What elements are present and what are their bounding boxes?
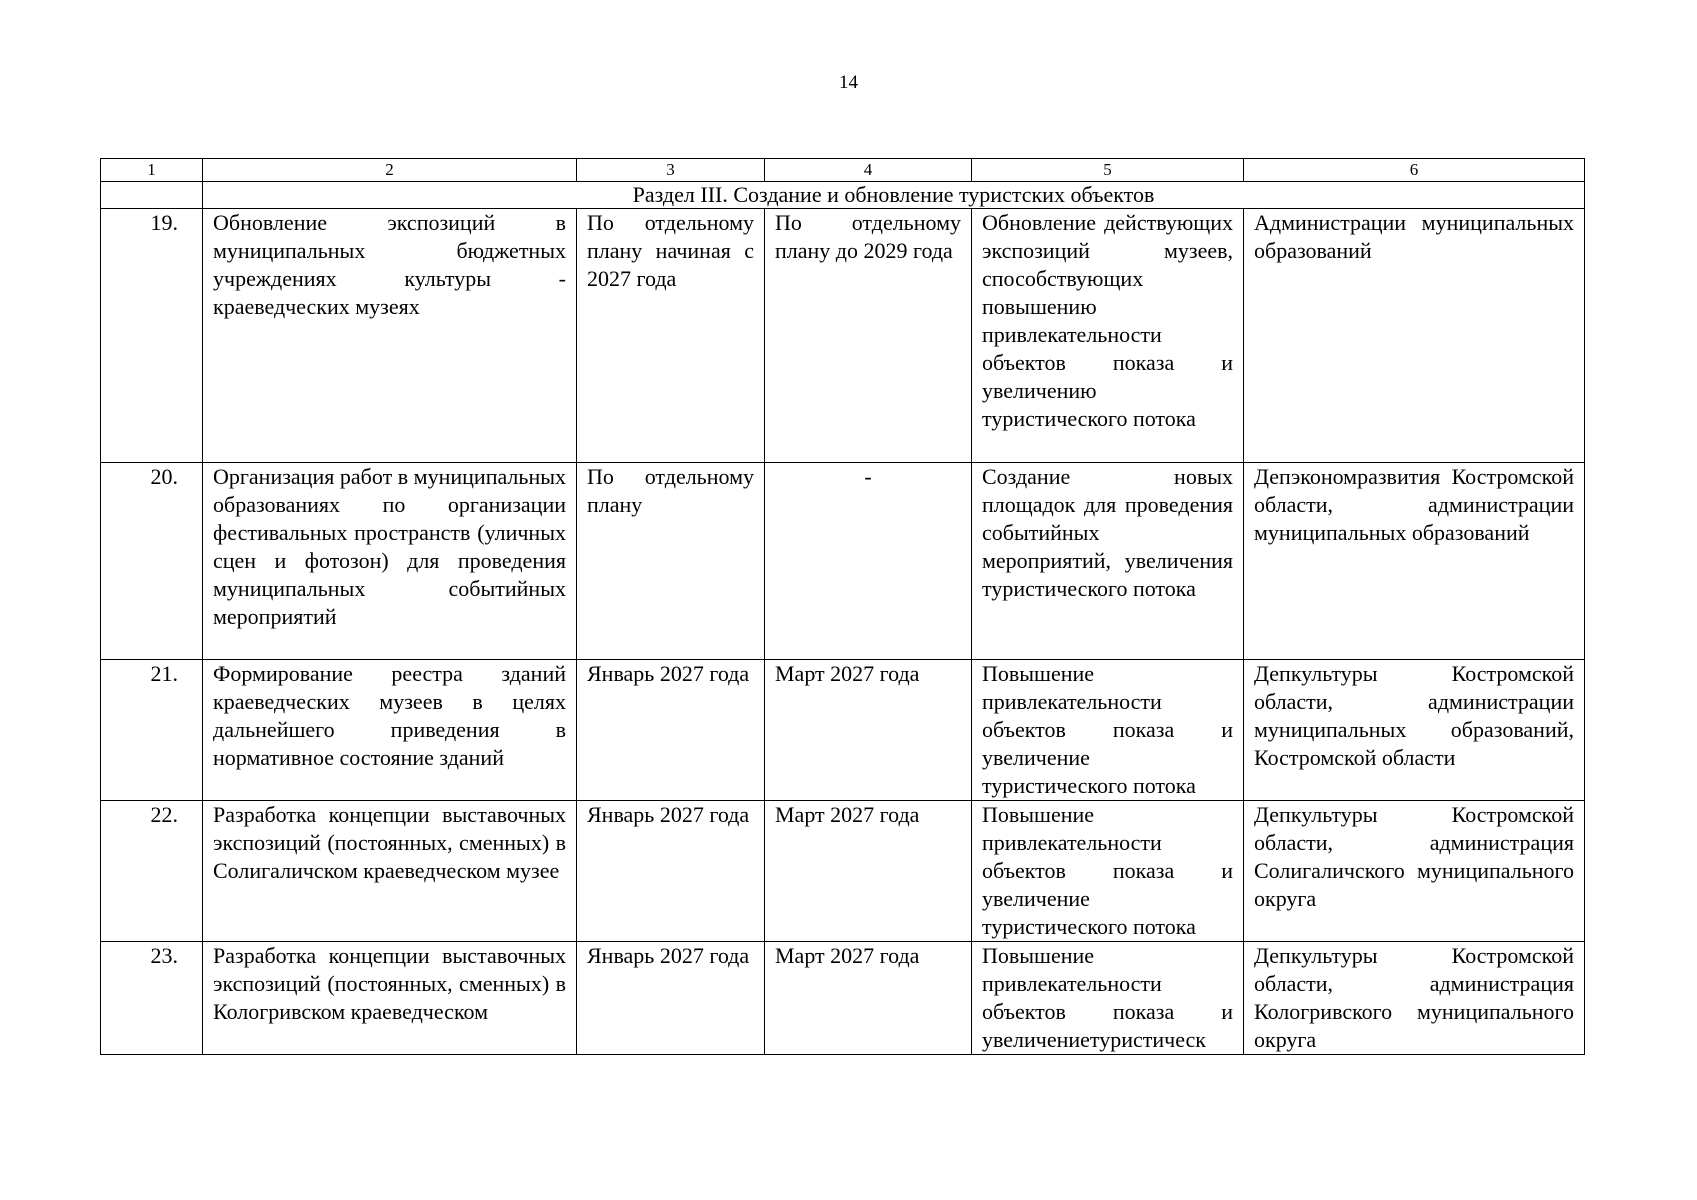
start-date-cell: Январь 2027 года — [577, 660, 765, 801]
result-cell: Создание новых площадок для проведения событийных мероприятий, увеличения туристического потока — [972, 463, 1244, 660]
row-number: 20. — [101, 463, 203, 660]
result-cell: Повышение привлекательности объектов показа и увеличение туристического потока — [972, 660, 1244, 801]
action-cell: Разработка концепции выставочных экспозиций (постоянных, сменных) в Солигаличском краеведческом музее — [203, 801, 577, 942]
table-row — [101, 660, 1585, 801]
start-date-cell: По отдельному плану начиная с 2027 года — [577, 209, 765, 463]
column-number: 5 — [972, 159, 1244, 182]
start-date-cell: Январь 2027 года — [577, 801, 765, 942]
end-date-text: Март 2027 года — [775, 943, 920, 968]
end-date-cell: По отдельному плану до 2029 года — [765, 209, 972, 463]
column-number: 4 — [765, 159, 972, 182]
table-row — [101, 209, 1585, 463]
action-cell: Организация работ в муниципальных образованиях по организации фестивальных пространств (уличных сцен и фотозон) для проведения муниципальных событийных мероприятий — [203, 463, 577, 660]
responsible-cell: Депкультуры Костромской области, администрация Солигаличского муниципального округа — [1244, 801, 1585, 942]
table-row — [101, 942, 1585, 1055]
end-date-cell — [765, 942, 972, 1055]
column-number: 3 — [577, 159, 765, 182]
action-text: Разработка концепции выставочных экспозиций (постоянных, сменных) в Кологривском краеведческом — [213, 943, 566, 1024]
responsible-cell: Депэкономразвития Костромской области, администрации муниципальных образований — [1244, 463, 1585, 660]
table-row — [101, 463, 1585, 660]
result-cell — [972, 942, 1244, 1055]
result-cell: Повышение привлекательности объектов показа и увеличение туристического потока — [972, 801, 1244, 942]
table-row — [101, 801, 1585, 942]
column-number-row — [101, 159, 1585, 182]
start-date-cell — [577, 942, 765, 1055]
page-number: 14 — [839, 72, 858, 93]
end-date-cell: Март 2027 года — [765, 801, 972, 942]
result-cell: Обновление действующих экспозиций музеев, способствующих повышению привлекательности объектов показа и увеличению туристического потока — [972, 209, 1244, 463]
responsible-text: Депкультуры Костромской области, администрация Кологривского муниципального округа — [1254, 943, 1574, 1052]
column-number: 1 — [101, 159, 203, 182]
start-date-text: Январь 2027 года — [587, 943, 750, 968]
row-number — [101, 942, 203, 1055]
responsible-cell — [1244, 942, 1585, 1055]
action-cell: Обновление экспозиций в муниципальных бюджетных учреждениях культуры - краеведческих музеях — [203, 209, 577, 463]
row-number: 19. — [101, 209, 203, 463]
section-header-row — [101, 182, 1585, 209]
start-date-cell: По отдельному плану — [577, 463, 765, 660]
end-date-cell: - — [765, 463, 972, 660]
row-number-text: 23. — [150, 943, 178, 968]
section-number-cell — [101, 182, 203, 209]
action-cell: Формирование реестра зданий краеведческих музеев в целях дальнейшего приведения в нормативное состояние зданий — [203, 660, 577, 801]
responsible-cell: Администрации муниципальных образований — [1244, 209, 1585, 463]
action-cell — [203, 942, 577, 1055]
section-title: Раздел III. Создание и обновление туристских объектов — [203, 182, 1585, 209]
row-number: 22. — [101, 801, 203, 942]
column-number: 6 — [1244, 159, 1585, 182]
result-text: Повышение привлекательности объектов показа и увеличениетуристическ — [982, 943, 1233, 1052]
row-number: 21. — [101, 660, 203, 801]
responsible-cell: Депкультуры Костромской области, администрации муниципальных образований, Костромской области — [1244, 660, 1585, 801]
column-number: 2 — [203, 159, 577, 182]
action-plan-table — [100, 158, 1585, 1055]
end-date-cell: Март 2027 года — [765, 660, 972, 801]
